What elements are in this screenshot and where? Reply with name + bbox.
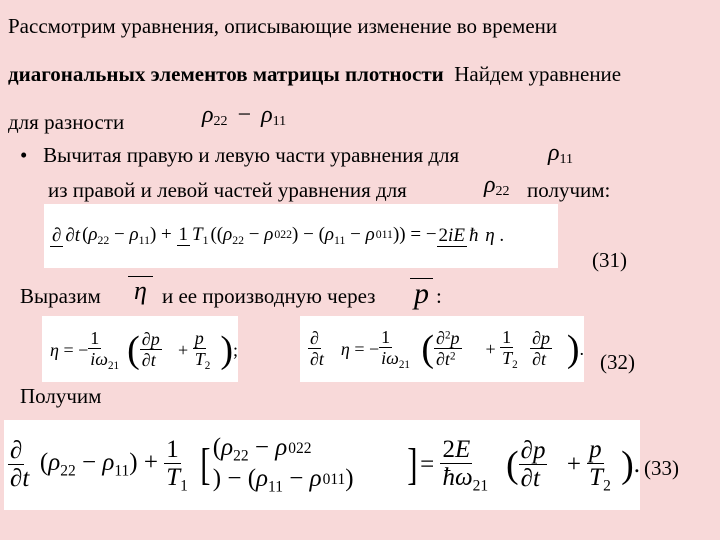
equation-number-33: (33)	[644, 456, 679, 480]
express-text-b: и ее производную через	[162, 284, 376, 308]
equation-31-box: ∂ ∂t $(\rho_{22} - \rho_{11})$ + 1 $T_1$ $((\rho_{22} - \rho 022) - (\rho_{11} - \rho 011))$ = − 2iE ħ η .	[44, 204, 558, 268]
formula-rho22: ρ 22	[484, 171, 510, 199]
text-line-1: Рассмотрим уравнения, описывающие изменение во времени	[8, 14, 558, 38]
text-line-3: для разности	[8, 110, 125, 134]
formula-rho11: ρ 11	[548, 139, 574, 167]
p-overline: p	[410, 278, 433, 309]
bullet-text-2a: из правой и левой частей уравнения для	[48, 178, 407, 202]
bullet-text-2b: получим:	[527, 178, 611, 202]
obtain-text: Получим	[20, 384, 102, 408]
equation-number-31: (31)	[592, 248, 627, 272]
express-colon: :	[436, 284, 442, 308]
equation-33-box: ∂∂t $(\rho_{22} - \rho_{11})$ + $\frac{1}{T_1}$ [ $(\rho_{22} - \rho 022) - (\rho_{11} - \rho 011)$ ] = $\frac{2E}{ħ\omega_{21}}$ ( ∂p∂t + $\frac{p}{T_2}$ ) .	[4, 420, 640, 510]
formula-rho-difference: ρ 22 − ρ 11	[202, 101, 287, 129]
bullet-text-1: Вычитая правую и левую части уравнения для	[43, 143, 460, 167]
bullet-symbol: •	[20, 143, 28, 167]
text-line-2-bold: диагональных элементов матрицы плотности	[8, 62, 444, 86]
equation-number-32: (32)	[600, 350, 635, 374]
express-text-a: Выразим	[20, 284, 101, 308]
text-line-2-rest: Найдем уравнение	[454, 62, 622, 86]
eta-overline: η	[128, 276, 153, 305]
bullet-item	[20, 143, 459, 167]
equation-32-left-box: η = − $\frac{1}{i\omega_{21}}$ ( ∂p∂t + $\frac{p}{T_2}$ ) ;	[42, 316, 238, 382]
text-line-2	[8, 62, 621, 86]
equation-32-right-box: ∂∂t η = − $\frac{1}{i\omega_{21}}$ ( $\partial^2p\partial t^2$ + $\frac{1}{T_2}$ ∂p∂t ) .	[300, 316, 584, 382]
